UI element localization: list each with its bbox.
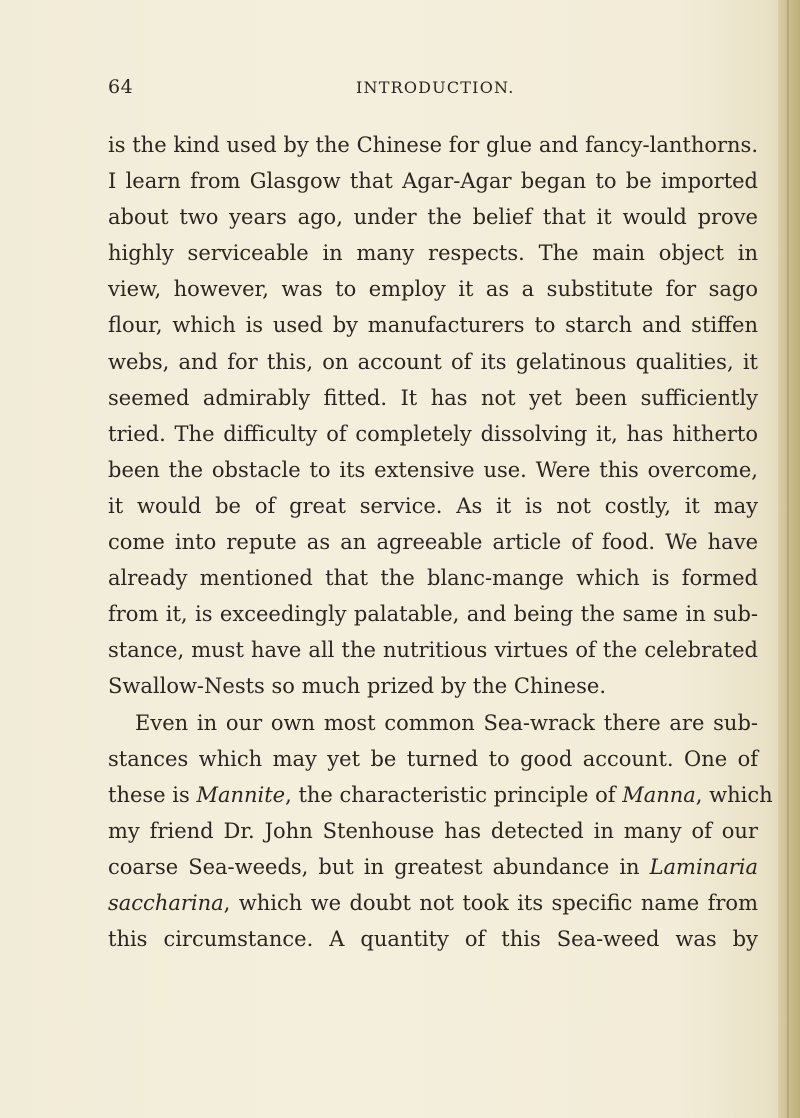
text-line: stances which may yet be turned to good account. One of	[108, 746, 758, 771]
page-number: 64	[108, 76, 134, 98]
text-line: it would be of great service. As it is not costly, it may	[108, 493, 758, 518]
text-line: tried. The difficulty of completely dissolving it, has hitherto	[108, 421, 758, 446]
text-line: been the obstacle to its extensive use. Were this overcome,	[108, 457, 758, 482]
paragraph-start-line: Even in our own most common Sea-wrack there are sub-	[135, 710, 758, 735]
text-line: stance, must have all the nutritious virtues of the celebrated	[108, 638, 758, 663]
text-line: is the kind used by the Chinese for glue and fancy-lanthorns.	[108, 133, 758, 157]
text-line-laminaria	[108, 849, 758, 885]
text-line: webs, and for this, on account of its gelatinous qualities, it	[108, 349, 758, 374]
text-line: already mentioned that the blanc-mange which is formed	[108, 566, 758, 591]
text-line-saccharina	[108, 885, 758, 921]
text-run: , which we doubt not took its specific name from	[223, 890, 758, 915]
text-line: my friend Dr. John Stenhouse has detected in many of our	[108, 818, 758, 843]
paragraph-end-line: Swallow-Nests so much prized by the Chinese.	[108, 674, 606, 699]
text-line: I learn from Glasgow that Agar-Agar began to be imported	[108, 169, 758, 194]
text-line: seemed admirably fitted. It has not yet been sufficiently	[108, 385, 758, 410]
italic-term-manna: Manna	[622, 782, 696, 807]
italic-term-saccharina: saccharina	[108, 890, 224, 915]
text-run: , which	[695, 782, 773, 807]
page-header	[108, 76, 758, 104]
running-head: INTRODUCTION.	[356, 78, 515, 97]
text-run: these is	[108, 782, 197, 807]
italic-term-laminaria: Laminaria	[649, 854, 758, 879]
text-run: , the characteristic principle of	[285, 782, 623, 807]
text-line: about two years ago, under the belief that it would prove	[108, 205, 758, 230]
text-line: come into repute as an agreeable article of food. We have	[108, 530, 758, 555]
text-line: from it, is exceedingly palatable, and being the same in sub-	[108, 602, 758, 627]
page-edge-shadow	[778, 0, 800, 1118]
text-line: this circumstance. A quantity of this Sea-weed was by	[108, 927, 758, 952]
page-edge-line	[787, 0, 789, 1118]
italic-term-mannite: Mannite	[196, 782, 286, 807]
text-line: highly serviceable in many respects. The main object in	[108, 241, 758, 266]
text-line-mannite	[108, 777, 773, 813]
text-line: flour, which is used by manufacturers to starch and stiffen	[108, 313, 758, 338]
text-line: view, however, was to employ it as a substitute for sago	[108, 277, 758, 302]
text-run: coarse Sea-weeds, but in greatest abundance in	[108, 854, 650, 879]
body-text	[108, 127, 773, 957]
